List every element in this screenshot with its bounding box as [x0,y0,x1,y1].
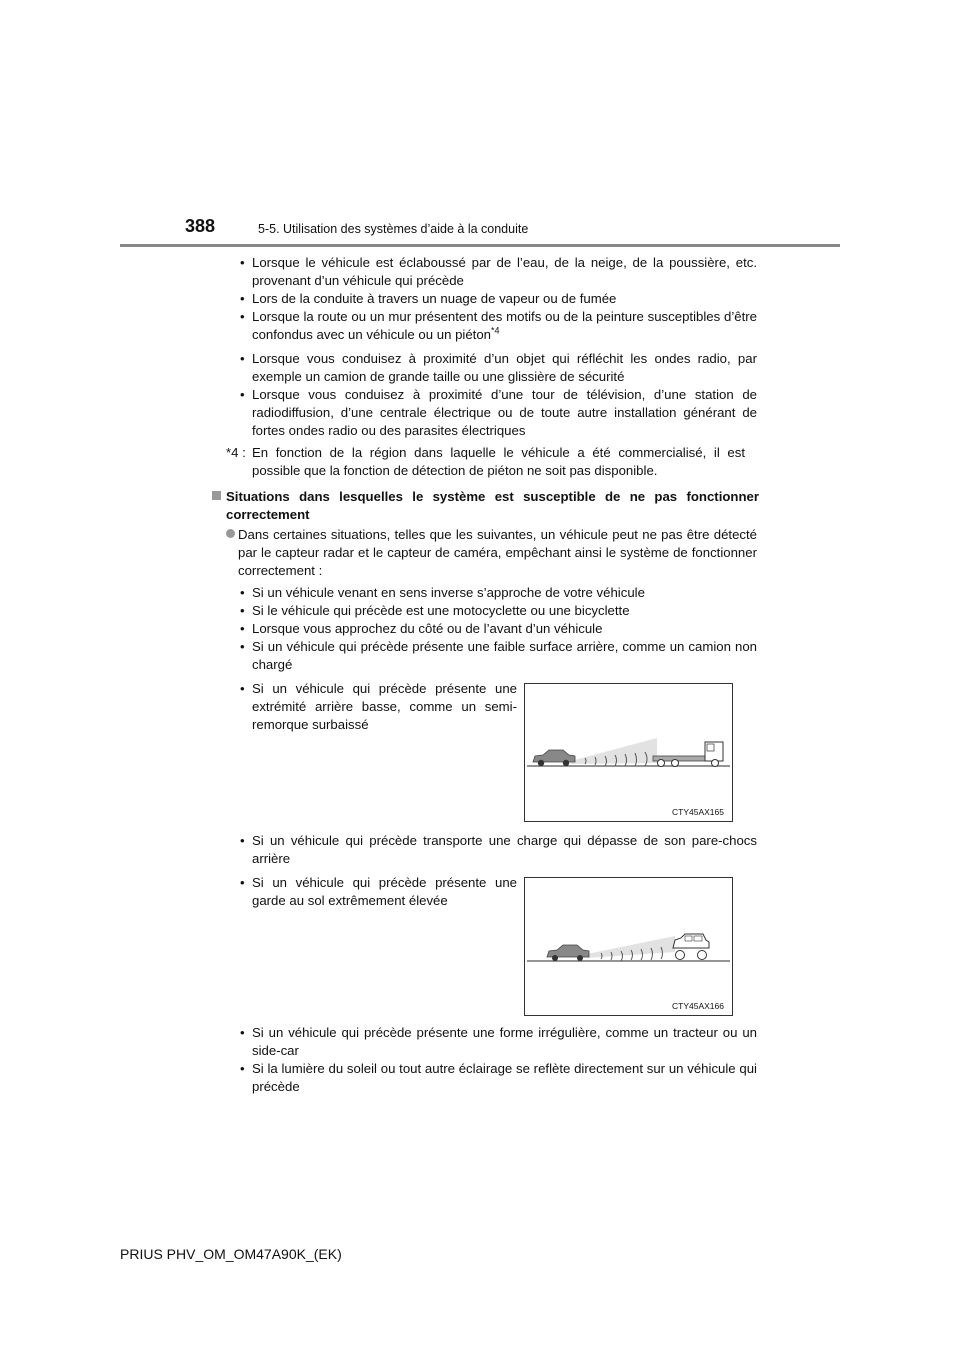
list-item: • Lors de la conduite à travers un nuage de vapeur ou de fumée [240,290,757,308]
footnote [226,444,745,480]
section-heading: Situations dans lesquelles le système est susceptible de ne pas fonctionner correctement [212,488,759,524]
list-item: • Si un véhicule qui précède transporte une charge qui dépasse de son pare-chocs arrière [240,832,757,868]
list-item: • Lorsque vous conduisez à proximité d’une tour de télévision, d’une station de radiodiffusion, d’une centrale électrique ou de toute autre installation générant de fortes ondes radio ou des parasites électriques [240,386,757,440]
list-item: • Lorsque vous approchez du côté ou de l’avant d’un véhicule [240,620,757,638]
list-item: • Si un véhicule venant en sens inverse s’approche de votre véhicule [240,584,757,602]
illustration-lowbed-trailer [525,684,732,821]
figure-lowbed-trailer [524,683,733,822]
footnote-text: En fonction de la région dans laquelle le véhicule a été commercialisé, il est possible que la fonction de détection de piéton ne soit pas disponible. [252,445,745,478]
figure-caption: • Si un véhicule qui précède présente une extrémité arrière basse, comme un semi-remorque surbaissé [240,680,517,734]
list-item: • Lorsque la route ou un mur présentent des motifs ou de la peinture susceptibles d’être confondus avec un véhicule ou un piéton$^{*4}$ [240,308,757,344]
intro-paragraph: Dans certaines situations, telles que les suivantes, un véhicule peut ne pas être détecté par le capteur radar et le capteur de caméra, empêchant ainsi le système de fonctionner correctement : [226,526,757,580]
figure-code: CTY45AX166 [672,1001,724,1011]
figure-caption: • Si un véhicule qui précède présente une garde au sol extrêmement élevée [240,874,517,910]
circle-bullet-icon [226,529,235,538]
figure-code: CTY45AX165 [672,807,724,817]
list-item: • Lorsque le véhicule est éclaboussé par de l’eau, de la neige, de la poussière, etc. provenant d’un véhicule qui précède [240,254,757,290]
footnote-mark: *4 : [226,445,246,460]
figure-high-clearance [524,877,733,1016]
page-footer: PRIUS PHV_OM_OM47A90K_(EK) [120,1246,342,1262]
footnote-ref: *4 [491,325,500,336]
section-title: 5-5. Utilisation des systèmes d’aide à la conduite [258,222,529,236]
list-item: • Si le véhicule qui précède est une motocyclette ou une bicyclette [240,602,757,620]
list-item: • Si un véhicule qui précède présente une forme irrégulière, comme un tracteur ou un side-car [240,1024,757,1060]
square-bullet-icon [212,491,221,500]
list-item: • Si un véhicule qui précède présente une faible surface arrière, comme un camion non chargé [240,638,757,674]
illustration-high-clearance-vehicle [525,878,732,1015]
page-number: 388 [185,216,216,236]
list-item: • Si la lumière du soleil ou tout autre éclairage se reflète directement sur un véhicule qui précède [240,1060,757,1096]
list-item: • Lorsque vous conduisez à proximité d’un objet qui réfléchit les ondes radio, par exemple un camion de grande taille ou une glissière de sécurité [240,350,757,386]
